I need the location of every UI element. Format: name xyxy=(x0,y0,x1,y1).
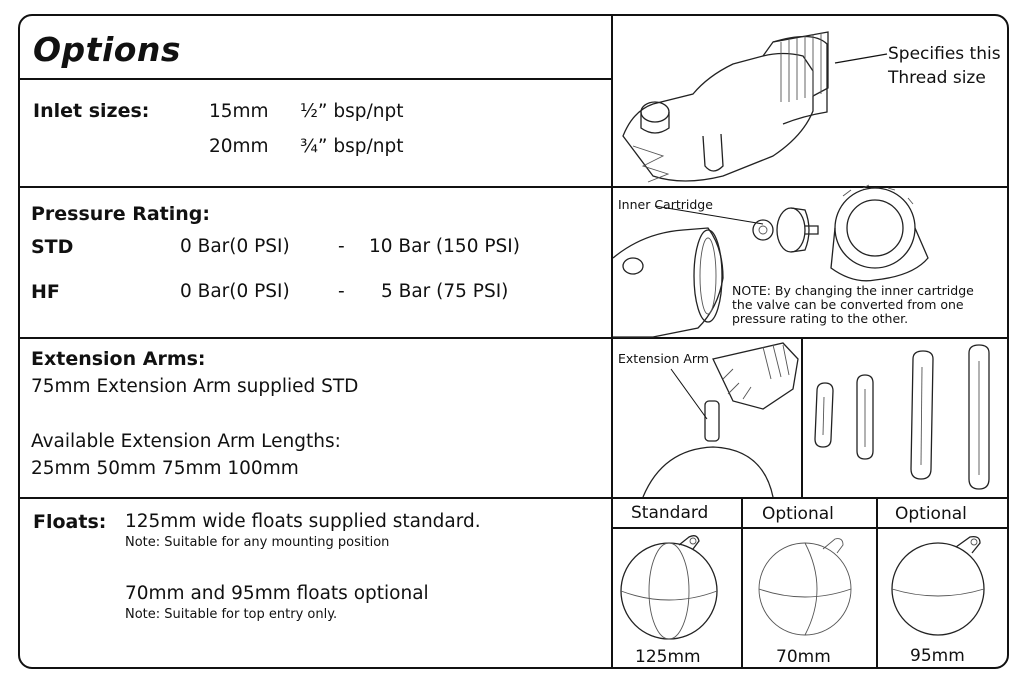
pressure-rating-label: Pressure Rating: xyxy=(31,203,210,225)
inlet-row-2-bsp: ¾” bsp/npt xyxy=(300,136,404,157)
floats-line2: 70mm and 95mm floats optional xyxy=(125,583,429,604)
float-size-125mm: 125mm xyxy=(635,647,701,667)
inlet-row-1-bsp: ½” bsp/npt xyxy=(300,101,404,122)
pressure-hf-max: 5 Bar (75 PSI) xyxy=(381,281,509,302)
floats-line1: 125mm wide floats supplied standard. xyxy=(125,511,481,532)
float-col-header-optional-95: Optional xyxy=(895,504,967,524)
extension-arm-image-label: Extension Arm xyxy=(618,351,709,366)
thread-callout-line1: Specifies this xyxy=(888,44,1001,64)
inlet-sizes-label: Inlet sizes: xyxy=(33,100,150,122)
pressure-hf-dash: - xyxy=(338,281,345,302)
page-title: Options xyxy=(33,30,182,69)
float-70mm-illustration xyxy=(743,529,876,641)
inlet-row-2-mm: 20mm xyxy=(209,136,269,157)
float-size-95mm: 95mm xyxy=(910,646,965,666)
pressure-hf-name: HF xyxy=(31,281,60,303)
thread-callout-line2: Thread size xyxy=(888,68,986,88)
extension-supplied: 75mm Extension Arm supplied STD xyxy=(31,376,359,397)
float-125mm-illustration xyxy=(613,529,741,641)
float-col-header-optional-70: Optional xyxy=(762,504,834,524)
pressure-std-min: 0 Bar(0 PSI) xyxy=(180,236,290,257)
pressure-hf-min: 0 Bar(0 PSI) xyxy=(180,281,290,302)
valve-thread-illustration xyxy=(613,16,1009,186)
float-95mm-illustration xyxy=(878,529,1009,641)
extension-arm-lengths-illustration xyxy=(803,339,1009,497)
floats-label: Floats: xyxy=(33,511,107,533)
pressure-std-max: 10 Bar (150 PSI) xyxy=(369,236,520,257)
cartridge-note-line3: pressure rating to the other. xyxy=(732,311,909,326)
cartridge-note-line1: NOTE: By changing the inner cartridge xyxy=(732,283,974,298)
floats-note1: Note: Suitable for any mounting position xyxy=(125,535,390,550)
extension-arms-label: Extension Arms: xyxy=(31,348,206,370)
pressure-std-name: STD xyxy=(31,236,74,258)
title-divider xyxy=(18,78,612,80)
cartridge-note-line2: the valve can be converted from one xyxy=(732,297,964,312)
inlet-row-1-mm: 15mm xyxy=(209,101,269,122)
float-col-header-standard: Standard xyxy=(631,503,709,523)
pressure-std-dash: - xyxy=(338,236,345,257)
extension-lengths: 25mm 50mm 75mm 100mm xyxy=(31,458,299,479)
row-divider-3 xyxy=(18,497,1009,499)
inner-cartridge-label: Inner Cartridge xyxy=(618,197,713,212)
floats-note2: Note: Suitable for top entry only. xyxy=(125,607,338,622)
float-size-70mm: 70mm xyxy=(776,647,831,667)
extension-available-label: Available Extension Arm Lengths: xyxy=(31,431,341,452)
